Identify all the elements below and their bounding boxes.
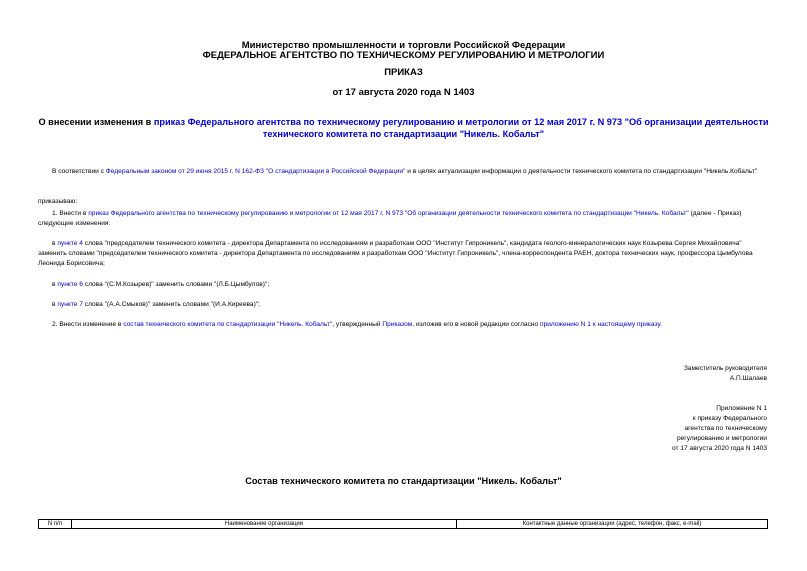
appendix-line-5: от 17 августа 2020 года N 1403	[672, 445, 767, 452]
p7-text-d: .	[660, 321, 662, 328]
federal-law-link[interactable]: Федеральным законом от 29 июня 2015 г. N 162-ФЗ "О стандартизации в Российской Федерации"	[105, 168, 406, 175]
paragraph-order: приказываю:	[38, 198, 78, 205]
doc-type: ПРИКАЗ	[384, 67, 423, 78]
signature-name: А.П.Шалаев	[729, 375, 767, 382]
title-prefix: О внесении изменения в	[38, 117, 154, 127]
paragraph-clause-7	[38, 300, 770, 310]
clause-6-link[interactable]: пункте 6	[57, 281, 83, 288]
table-header-row	[39, 520, 768, 529]
p1-text-a: В соответствии с	[52, 168, 106, 175]
p6-text-a: в	[52, 301, 58, 308]
signature-block	[684, 364, 767, 384]
ministry-heading: Министерство промышленности и торговли Российской Федерации	[241, 40, 566, 51]
appendix-line-1: Приложение N 1	[716, 405, 767, 412]
appendix-block	[672, 404, 767, 454]
appendix-line-4: регулированию и метрологии	[676, 435, 767, 442]
paragraph-clause-6	[38, 280, 770, 290]
p3-text-b: (далее - Приказ) следующие изменения:	[38, 210, 742, 227]
p4-text-a: в	[52, 240, 58, 247]
composition-link[interactable]: состав технического комитета по стандартизации "Никель. Кобальт"	[123, 321, 333, 328]
order-link[interactable]: Приказом	[382, 321, 413, 328]
paragraph-clause-4	[38, 239, 770, 269]
paragraph-item-1	[38, 209, 770, 229]
clause-4-link[interactable]: пункте 4	[57, 240, 83, 247]
col-number-header: N п/п	[39, 520, 72, 529]
paragraph-basis	[38, 167, 770, 177]
agency-heading: ФЕДЕРАЛЬНОЕ АГЕНТСТВО ПО ТЕХНИЧЕСКОМУ РЕГУЛИРОВАНИЮ И МЕТРОЛОГИИ	[202, 50, 605, 61]
clause-7-link[interactable]: пункте 7	[57, 301, 83, 308]
p4-text-b: слова "председателем технического комитета - директора Департамента по исследованиям и разработкам ООО "Институт Гипроникель", кандидата геолого-минералогических наук Козырева Сергея Михайловича" заменить словами "председателем технического комитета - директора Департамента по исследованиям и разработкам ООО "Институт Гипроникель", члена-корреспондента РАЕН, доктора технических наук, профессора Цымбулова Леонида Борисовича;	[38, 240, 753, 267]
p7-text-a: 2. Внести изменение в	[52, 321, 124, 328]
p3-text-a: 1. Внести в	[52, 210, 89, 217]
title-order-link[interactable]: приказ Федерального агентства по техническому регулированию и метрологии от 12 мая 2017 г. N 973 "Об организации деятельности технического комитета по стандартизации "Никель. Кобальт"	[153, 117, 769, 139]
appendix-1-link[interactable]: приложению N 1 к настоящему приказу	[540, 321, 661, 328]
document-title	[0, 116, 807, 140]
p7-text-b: , утвержденный	[332, 321, 383, 328]
p7-text-c: , изложив его в новой редакции согласно	[412, 321, 541, 328]
col-contacts-header: Контактные данные организации (адрес, телефон, факс, e-mail)	[457, 520, 768, 529]
order-973-link[interactable]: приказ Федерального агентства по техническому регулированию и метрологии от 12 мая 2017 г. N 973 "Об организации деятельности технического комитета по стандартизации "Никель. Кобальт"	[88, 210, 689, 217]
composition-title: Состав технического комитета по стандартизации "Никель. Кобальт"	[245, 476, 562, 486]
p1-text-b: и в целях актуализации информации о деятельности технического комитета по стандартизации "Никель.Кобальт"	[405, 168, 758, 175]
col-organization-header: Наименование организации	[72, 520, 457, 529]
appendix-line-2: к приказу Федерального	[692, 415, 767, 422]
paragraph-item-2	[38, 320, 770, 330]
p6-text-b: слова "(А.А.Смыков)" заменить словами "(И.А.Киреева)";	[82, 301, 260, 308]
p5-text-b: слова "(С.М.Козырев)" заменить словами "(Л.Б.Цымбулов)";	[82, 281, 270, 288]
appendix-line-3: агентства по техническому	[684, 425, 767, 432]
doc-date-number: от 17 августа 2020 года N 1403	[332, 87, 475, 98]
signature-position: Заместитель руководителя	[683, 365, 767, 372]
p5-text-a: в	[52, 281, 58, 288]
composition-table	[38, 519, 768, 529]
